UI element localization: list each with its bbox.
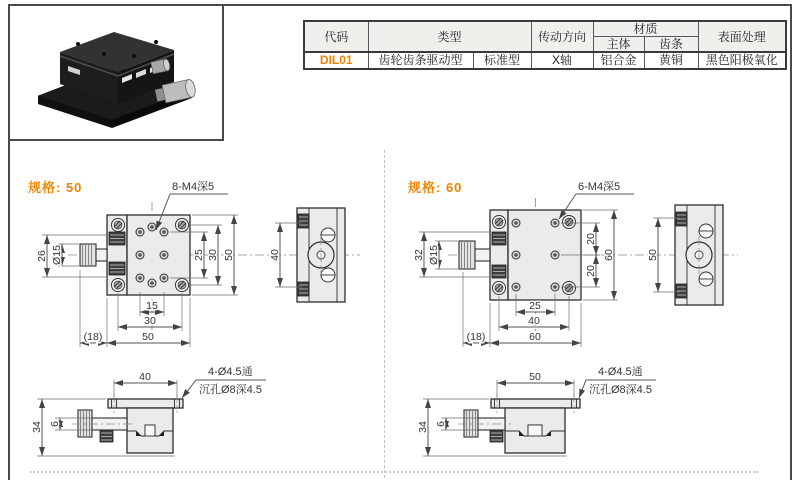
front-knob (464, 410, 505, 442)
spec50-side-view (269, 208, 345, 302)
dim-knob-dia: Ø15 (428, 245, 440, 265)
dim-front-width: 40 (139, 371, 151, 383)
spec60-title: 规格: 60 (408, 180, 463, 195)
dim-side-height: 50 (647, 249, 659, 261)
counterbore-note-label: 沉孔Ø8深4.5 (199, 384, 262, 396)
spec50-top-view (80, 215, 190, 295)
dim-front-height: 34 (31, 421, 43, 433)
header-code: 代码 (304, 21, 368, 52)
thread-note-label: 6-M4深5 (578, 181, 621, 193)
dim-bottom-outer: 50 (142, 331, 154, 343)
dim-bottom-mid: 40 (528, 315, 540, 327)
cell-material-rack: 黄铜 (644, 52, 698, 69)
thread-note-label: 8-M4深5 (172, 181, 215, 193)
front-knob (78, 410, 127, 442)
product-photo (16, 10, 216, 136)
header-material: 材质 (593, 21, 698, 37)
dim-side-height: 40 (269, 249, 281, 261)
dim-right-mid: 30 (207, 249, 219, 261)
cell-type-standard: 标准型 (473, 52, 531, 69)
drive-knob (459, 241, 490, 269)
spec60-side-view (647, 205, 723, 305)
dim-right-mid: 20 (585, 265, 597, 277)
dim-bottom-outer: 60 (529, 331, 541, 343)
dim-right-inner: 20 (585, 233, 597, 245)
dim-knob-height: 32 (413, 249, 425, 261)
dim-shaft: 6 (49, 421, 61, 427)
spec-table (303, 20, 787, 70)
cell-direction: X轴 (531, 52, 593, 69)
spec60-drawing (386, 172, 786, 478)
dim-knob-height: 26 (36, 250, 48, 262)
dim-bottom-inner: 25 (529, 300, 541, 312)
dim-shaft: 6 (435, 421, 447, 427)
cell-material-body: 铝合金 (593, 52, 644, 69)
dim-front-height: 34 (417, 421, 429, 433)
table-row (304, 52, 786, 69)
header-direction: 传动方向 (531, 21, 593, 52)
dim-knob-len: (18) (83, 331, 103, 343)
dim-right-outer: 50 (223, 249, 235, 261)
dim-bottom-mid: 30 (144, 315, 156, 327)
section-divider-vertical (384, 150, 385, 478)
spec50-title: 规格: 50 (28, 180, 83, 195)
cell-code: DIL01 (304, 52, 368, 69)
dim-knob-dia: Ø15 (51, 245, 63, 265)
dim-right-outer: 60 (603, 249, 615, 261)
hole-note-label: 4-Ø4.5通 (208, 366, 253, 378)
counterbore-note-label: 沉孔Ø8深4.5 (589, 384, 652, 396)
dim-right-inner: 25 (193, 249, 205, 261)
counterbore-note (182, 365, 266, 398)
dim-front-width: 50 (529, 371, 541, 383)
drive-knob (80, 244, 107, 266)
counterbore-note (579, 365, 656, 398)
cell-surface: 黑色阳极氧化 (698, 52, 786, 69)
header-material-body: 主体 (593, 37, 644, 53)
spec60-front-view (417, 365, 656, 456)
header-surface: 表面处理 (698, 21, 786, 52)
header-type: 类型 (368, 21, 531, 52)
dim-bottom-inner: 15 (146, 300, 158, 312)
spec50-drawing (12, 172, 384, 478)
product-photo-box (8, 4, 224, 141)
spec50-front-view (31, 365, 266, 456)
dim-knob-len: (18) (466, 331, 486, 343)
header-material-rack: 齿条 (644, 37, 698, 53)
hole-note-label: 4-Ø4.5通 (598, 366, 643, 378)
cell-type-drive: 齿轮齿条驱动型 (368, 52, 473, 69)
